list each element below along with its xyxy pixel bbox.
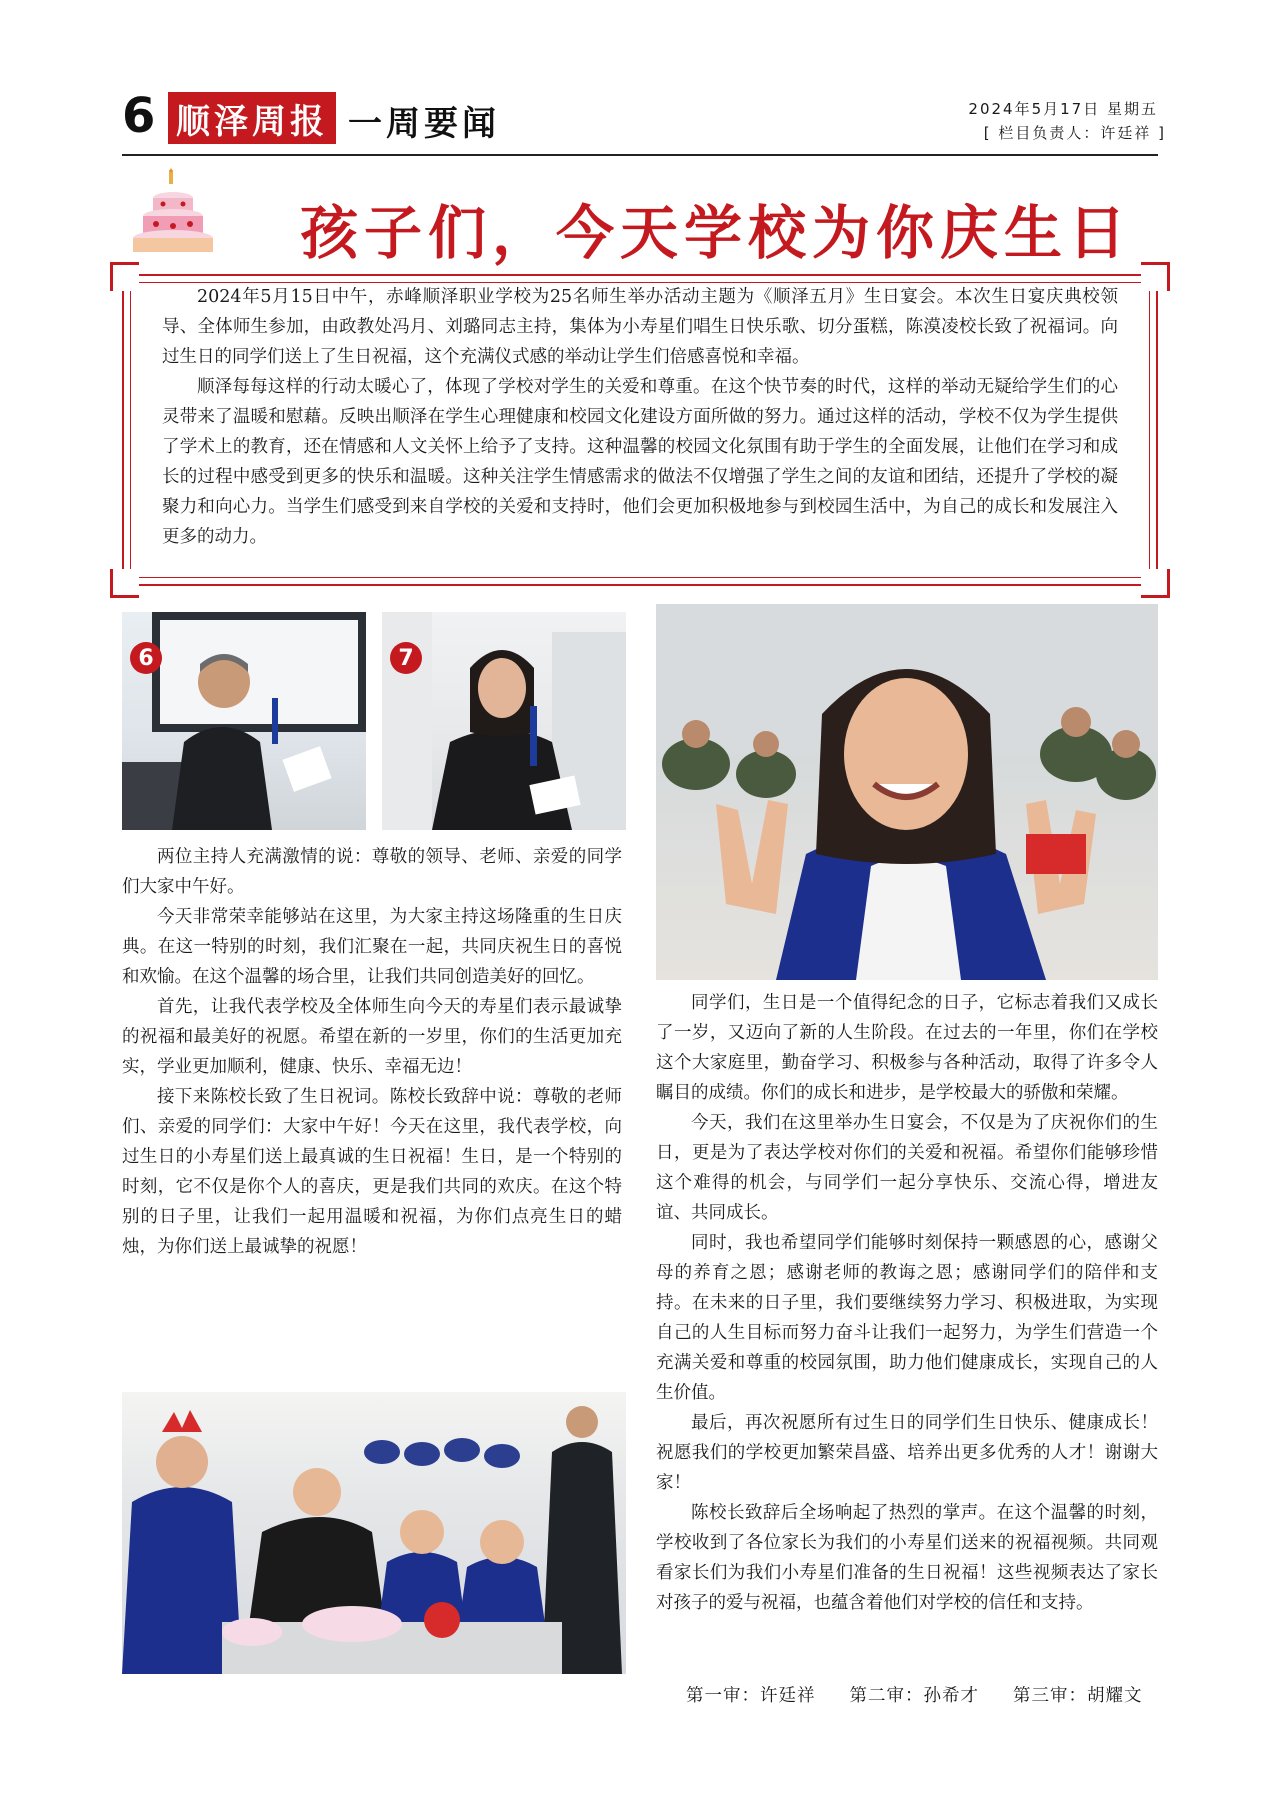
body-paragraph: 最后，再次祝愿所有过生日的同学们生日快乐、健康成长！祝愿我们的学校更加繁荣昌盛、培养出更多优秀的人才！谢谢大家！ [656,1413,1158,1493]
frame-corner [1141,262,1170,291]
section-title: 一周要闻 [348,104,500,144]
frame-corner [110,262,139,291]
body-paragraph: 首先，让我代表学校及全体师生向今天的寿星们表示最诚挚的祝福和最美好的祝愿。希望在新的一岁里，你们的生活更加充实，学业更加顺利，健康、快乐、幸福无边！ [122,997,622,1077]
masthead-logo: 顺泽周报 [168,92,336,144]
page-number: 6 [122,88,156,144]
body-paragraph: 接下来陈校长致了生日祝词。陈校长致辞中说：尊敬的老师们、亲爱的同学们：大家中午好！今天在这里，我代表学校，向过生日的小寿星们送上最真诚的生日祝福！生日，是一个特别的时刻，它不仅是你个人的喜庆，更是我们共同的欢庆。在这个特别的日子里，让我们一起用温暖和祝福，为你们点亮生日的蜡烛，为你们送上最诚挚的祝愿！ [122,1087,622,1257]
column-editor: [ 栏目负责人：许廷祥 ] [983,124,1166,142]
reviewer-third: 第三审：胡耀文 [1013,1686,1143,1706]
header-divider [122,154,1158,156]
intro-paragraph: 2024年5月15日中午，赤峰顺泽职业学校为25名师生举办活动主题为《顺泽五月》生日宴会。本次生日宴庆典校领导、全体师生参加，由政教处冯月、刘璐同志主持，集体为小寿星们唱生日快乐歌、切分蛋糕，陈漠凌校长致了祝福词。向过生日的同学们送上了生日祝福，这个充满仪式感的举动让学生们倍感喜悦和幸福。 [162,287,1118,367]
photo-cake-cutting [122,1392,626,1674]
intro-paragraph: 顺泽每每这样的行动太暖心了，体现了学校对学生的关爱和尊重。在这个快节奏的时代，这样的举动无疑给学生们的心灵带来了温暖和慰藉。反映出顺泽在学生心理健康和校园文化建设方面所做的努力。通过这样的活动，学校不仅为学生提供了学术上的教育，还在情感和人文关怀上给予了支持。这种温馨的校园文化氛围有助于学生的全面发展，让他们在学习和成长的过程中感受到更多的快乐和温暖。这种关注学生情感需求的做法不仅增强了学生之间的友谊和团结，还提升了学校的凝聚力和向心力。当学生们感受到来自学校的关爱和支持时，他们会更加积极地参与到校园生活中，为自己的成长和发展注入更多的动力。 [162,377,1118,547]
body-paragraph: 今天非常荣幸能够站在这里，为大家主持这场隆重的生日庆典。在这一特别的时刻，我们汇聚在一起，共同庆祝生日的喜悦和欢愉。在这个温馨的场合里，让我们共同创造美好的回忆。 [122,907,622,987]
body-paragraph: 今天，我们在这里举办生日宴会，不仅是为了庆祝你们的生日，更是为了表达学校对你们的关爱和祝福。希望你们能够珍惜这个难得的机会，与同学们一起分享快乐、交流心得，增进友谊、共同成长。 [656,1113,1158,1223]
intro-text [162,282,1118,552]
photo-number-badge: 7 [390,642,422,674]
right-column [656,988,1158,1618]
photo-host-male [122,612,366,830]
issue-date: 2024年5月17日 星期五 [968,100,1158,118]
reviewer-second: 第二审：孙希才 [849,1686,979,1706]
photo-smiling-student [656,604,1158,980]
frame-corner [110,569,139,598]
article-headline: 孩子们，今天学校为你庆生日 [300,199,1133,267]
photo-host-female [382,612,626,830]
frame-corner [1141,569,1170,598]
body-paragraph: 同学们，生日是一个值得纪念的日子，它标志着我们又成长了一岁，又迈向了新的人生阶段。在过去的一年里，你们在学校这个大家庭里，勤奋学习、积极参与各种活动，取得了许多令人瞩目的成绩。你们的成长和进步，是学校最大的骄傲和荣耀。 [656,993,1158,1103]
intro-frame [122,274,1158,586]
left-column [122,842,622,1262]
reviewer-line [686,1682,1143,1707]
reviewer-first: 第一审：许廷祥 [686,1686,816,1706]
birthday-cake-icon [130,168,216,258]
body-paragraph: 同时，我也希望同学们能够时刻保持一颗感恩的心，感谢父母的养育之恩；感谢老师的教诲之恩；感谢同学们的陪伴和支持。在未来的日子里，我们要继续努力学习、积极进取，为实现自己的人生目标而努力奋斗让我们一起努力，为学生们营造一个充满关爱和尊重的校园氛围，助力他们健康成长，实现自己的人生价值。 [656,1233,1158,1403]
photo-number-badge: 6 [130,642,162,674]
body-paragraph: 陈校长致辞后全场响起了热烈的掌声。在这个温馨的时刻，学校收到了各位家长为我们的小寿星们送来的祝福视频。共同观看家长们为我们小寿星们准备的生日祝福！这些视频表达了家长对孩子的爱与祝福，也蕴含着他们对学校的信任和支持。 [656,1503,1158,1613]
body-paragraph: 两位主持人充满激情的说：尊敬的领导、老师、亲爱的同学们大家中午好。 [122,847,622,897]
